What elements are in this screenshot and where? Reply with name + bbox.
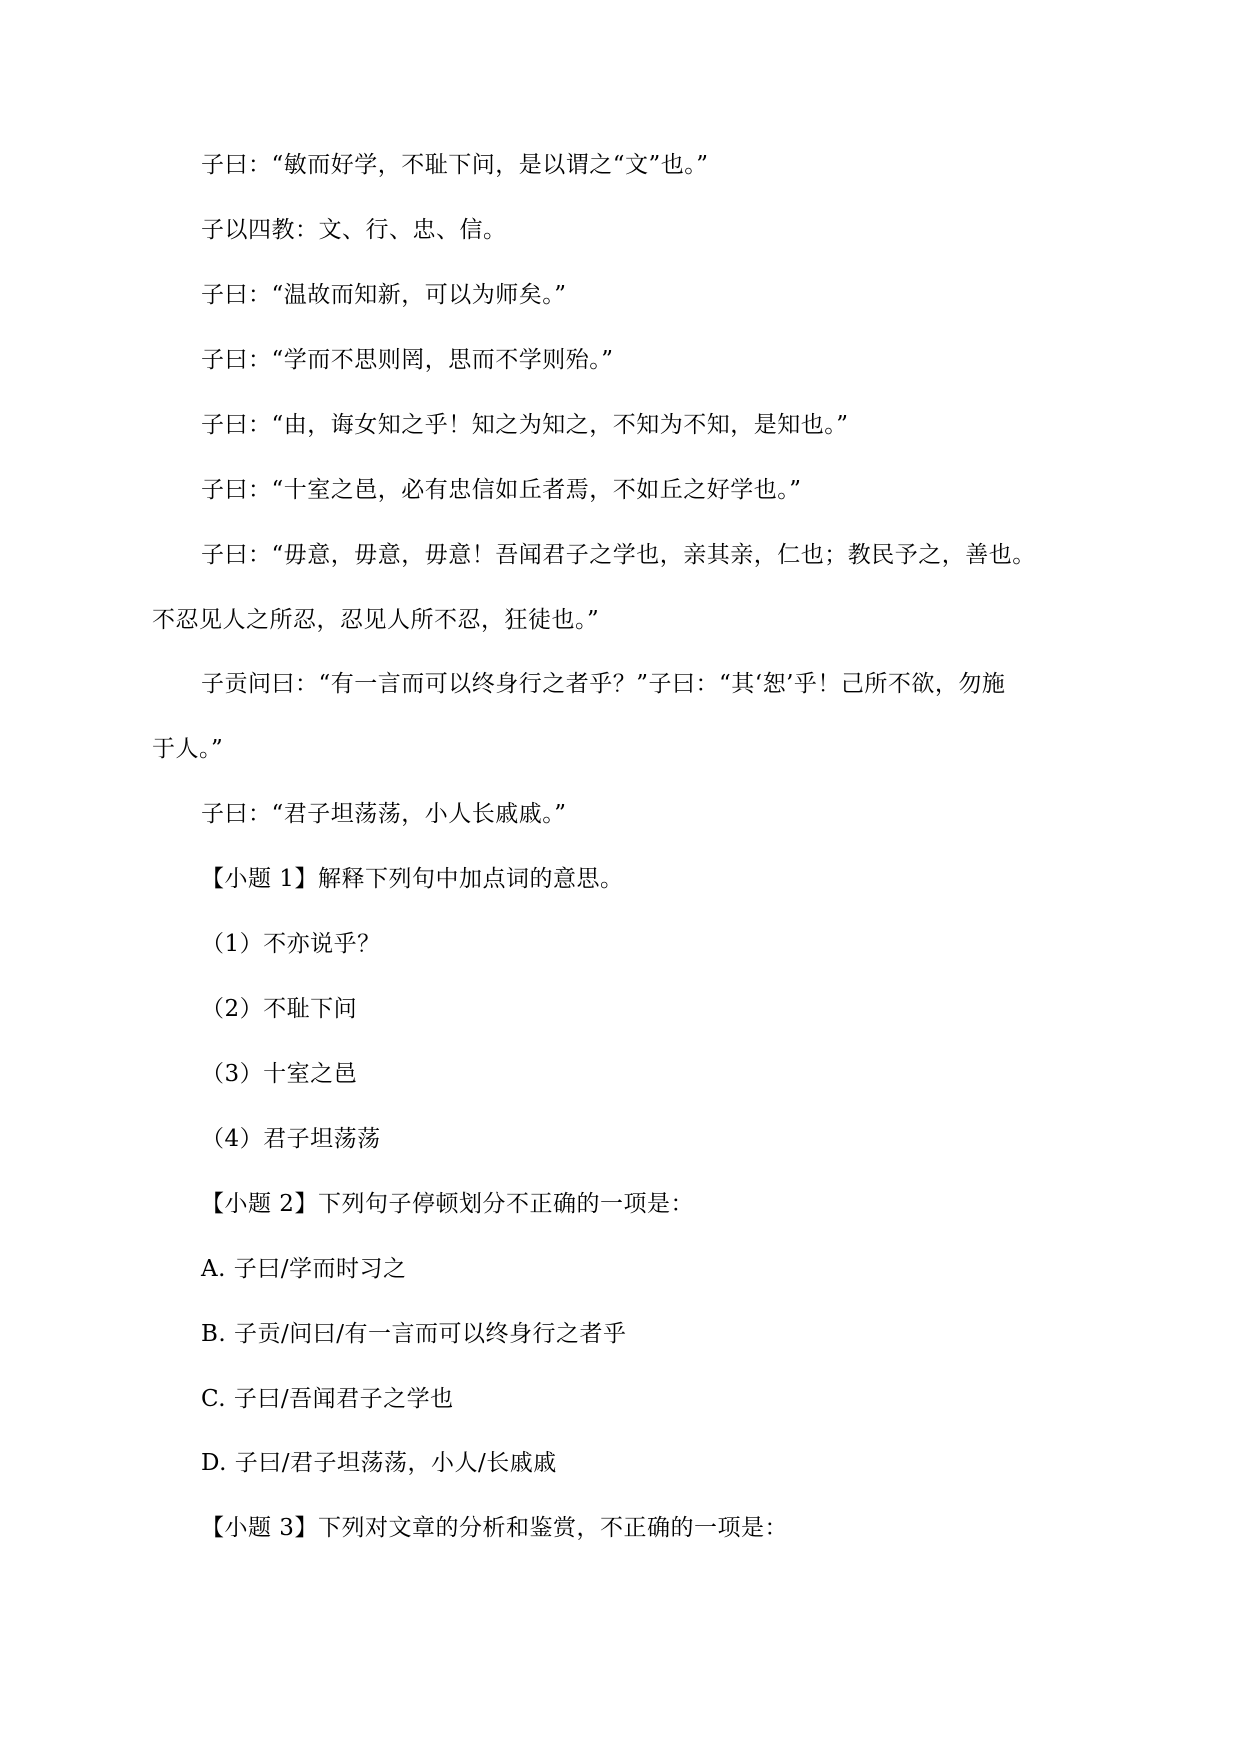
text-line: 子贡问曰：“有一言而可以终身行之者乎？”子曰：“其‘恕’乎！己所不欲，勿施: [201, 671, 1006, 697]
question-item: （1）不亦说乎？: [201, 931, 381, 957]
question-item: （4）君子坦荡荡: [201, 1126, 381, 1152]
text-line: 子曰：“敏而好学，不耻下问，是以谓之“文”也。”: [201, 152, 709, 178]
answer-option: C. 子曰/吾闻君子之学也: [201, 1386, 454, 1412]
text-line: 子曰：“毋意，毋意，毋意！吾闻君子之学也，亲其亲，仁也；教民予之，善也。: [201, 542, 1036, 568]
text-line: 子以四教：文、行、忠、信。: [201, 217, 507, 243]
question-heading: 【小题 3】下列对文章的分析和鉴赏，不正确的一项是：: [201, 1515, 788, 1541]
question-heading: 【小题 2】下列句子停顿划分不正确的一项是：: [201, 1191, 694, 1217]
question-heading: 【小题 1】解释下列句中加点词的意思。: [201, 866, 624, 892]
text-line: 子曰：“君子坦荡荡，小人长戚戚。”: [201, 801, 567, 827]
text-line: 子曰：“学而不思则罔，思而不学则殆。”: [201, 347, 614, 373]
answer-option: A. 子曰/学而时习之: [201, 1256, 407, 1282]
answer-option: D. 子曰/君子坦荡荡，小人/长戚戚: [201, 1450, 557, 1476]
answer-option: B. 子贡/问曰/有一言而可以终身行之者乎: [201, 1321, 627, 1347]
text-line: 子曰：“十室之邑，必有忠信如丘者焉，不如丘之好学也。”: [201, 477, 802, 503]
question-item: （2）不耻下问: [201, 996, 358, 1022]
text-line: 不忍见人之所忍，忍见人所不忍，狂徒也。”: [152, 607, 600, 633]
question-item: （3）十室之邑: [201, 1061, 358, 1087]
text-line: 于人。”: [152, 736, 224, 762]
text-line: 子曰：“由，诲女知之乎！知之为知之，不知为不知，是知也。”: [201, 412, 849, 438]
text-line: 子曰：“温故而知新，可以为师矣。”: [201, 282, 567, 308]
